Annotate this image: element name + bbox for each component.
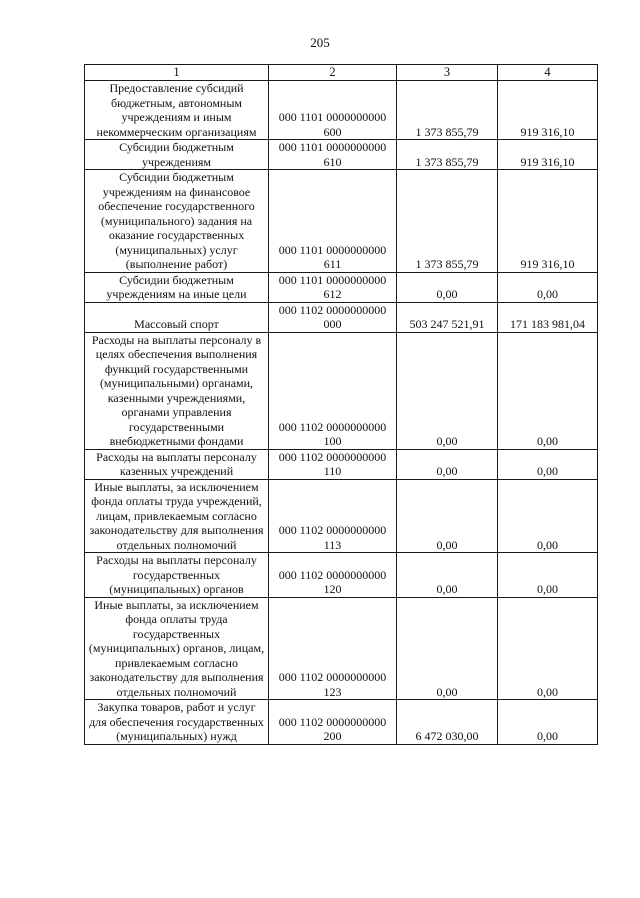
- column-header-2: 2: [269, 65, 397, 81]
- row-code: 000 1102 0000000000 123: [269, 597, 397, 700]
- row-name: Субсидии бюджетным учреждениям на финансовое обеспечение государственного (муниципального) задания на оказание государственных (муниципальных) услуг (выполнение работ): [85, 170, 269, 273]
- table-row: [85, 170, 598, 273]
- row-name: Расходы на выплаты персоналу государственных (муниципальных) органов: [85, 553, 269, 598]
- column-header-1: 1: [85, 65, 269, 81]
- row-name: Расходы на выплаты персоналу в целях обеспечения выполнения функций государственными (муниципальными) органами, казенными учреждениями, органами управления государственными внебюджетными фондами: [85, 332, 269, 449]
- row-value-col4: 0,00: [498, 700, 598, 745]
- row-value-col4: 0,00: [498, 272, 598, 302]
- table-row: [85, 700, 598, 745]
- row-name: Массовый спорт: [85, 302, 269, 332]
- row-value-col4: 171 183 981,04: [498, 302, 598, 332]
- row-value-col4: 0,00: [498, 332, 598, 449]
- table-row: [85, 332, 598, 449]
- row-value-col4: 919 316,10: [498, 81, 598, 140]
- row-code: 000 1101 0000000000 600: [269, 81, 397, 140]
- row-code: 000 1102 0000000000 120: [269, 553, 397, 598]
- row-value-col4: 0,00: [498, 553, 598, 598]
- row-value-col3: 6 472 030,00: [397, 700, 498, 745]
- row-value-col3: 0,00: [397, 332, 498, 449]
- table-row: [85, 272, 598, 302]
- row-value-col4: 0,00: [498, 597, 598, 700]
- table-row: [85, 597, 598, 700]
- row-name: Закупка товаров, работ и услуг для обеспечения государственных (муниципальных) нужд: [85, 700, 269, 745]
- table-row: [85, 140, 598, 170]
- table-row: [85, 449, 598, 479]
- table-row: [85, 302, 598, 332]
- row-value-col3: 0,00: [397, 272, 498, 302]
- row-name: Предоставление субсидий бюджетным, автономным учреждениям и иным некоммерческим организациям: [85, 81, 269, 140]
- row-value-col3: 0,00: [397, 449, 498, 479]
- column-header-3: 3: [397, 65, 498, 81]
- table-header-row: [85, 65, 598, 81]
- page-number: 205: [310, 35, 330, 50]
- row-value-col3: 0,00: [397, 597, 498, 700]
- row-value-col3: 1 373 855,79: [397, 140, 498, 170]
- row-name: Иные выплаты, за исключением фонда оплаты труда учреждений, лицам, привлекаемым согласно законодательству для выполнения отдельных полномочий: [85, 479, 269, 553]
- row-value-col4: 919 316,10: [498, 170, 598, 273]
- row-value-col3: 503 247 521,91: [397, 302, 498, 332]
- row-value-col3: 0,00: [397, 479, 498, 553]
- row-name: Субсидии бюджетным учреждениям на иные цели: [85, 272, 269, 302]
- row-code: 000 1101 0000000000 612: [269, 272, 397, 302]
- row-code: 000 1101 0000000000 610: [269, 140, 397, 170]
- row-value-col4: 919 316,10: [498, 140, 598, 170]
- row-value-col3: 1 373 855,79: [397, 170, 498, 273]
- column-header-4: 4: [498, 65, 598, 81]
- row-code: 000 1102 0000000000 100: [269, 332, 397, 449]
- table-row: [85, 553, 598, 598]
- row-code: 000 1102 0000000000 110: [269, 449, 397, 479]
- row-name: Расходы на выплаты персоналу казенных учреждений: [85, 449, 269, 479]
- row-value-col4: 0,00: [498, 479, 598, 553]
- table-row: [85, 479, 598, 553]
- row-code: 000 1102 0000000000 000: [269, 302, 397, 332]
- row-value-col3: 1 373 855,79: [397, 81, 498, 140]
- row-value-col3: 0,00: [397, 553, 498, 598]
- row-value-col4: 0,00: [498, 449, 598, 479]
- table-row: [85, 81, 598, 140]
- row-code: 000 1102 0000000000 200: [269, 700, 397, 745]
- row-name: Субсидии бюджетным учреждениям: [85, 140, 269, 170]
- budget-table: [84, 64, 598, 745]
- row-code: 000 1101 0000000000 611: [269, 170, 397, 273]
- row-name: Иные выплаты, за исключением фонда оплаты труда государственных (муниципальных) органов, лицам, привлекаемым согласно законодательству для выполнения отдельных полномочий: [85, 597, 269, 700]
- row-code: 000 1102 0000000000 113: [269, 479, 397, 553]
